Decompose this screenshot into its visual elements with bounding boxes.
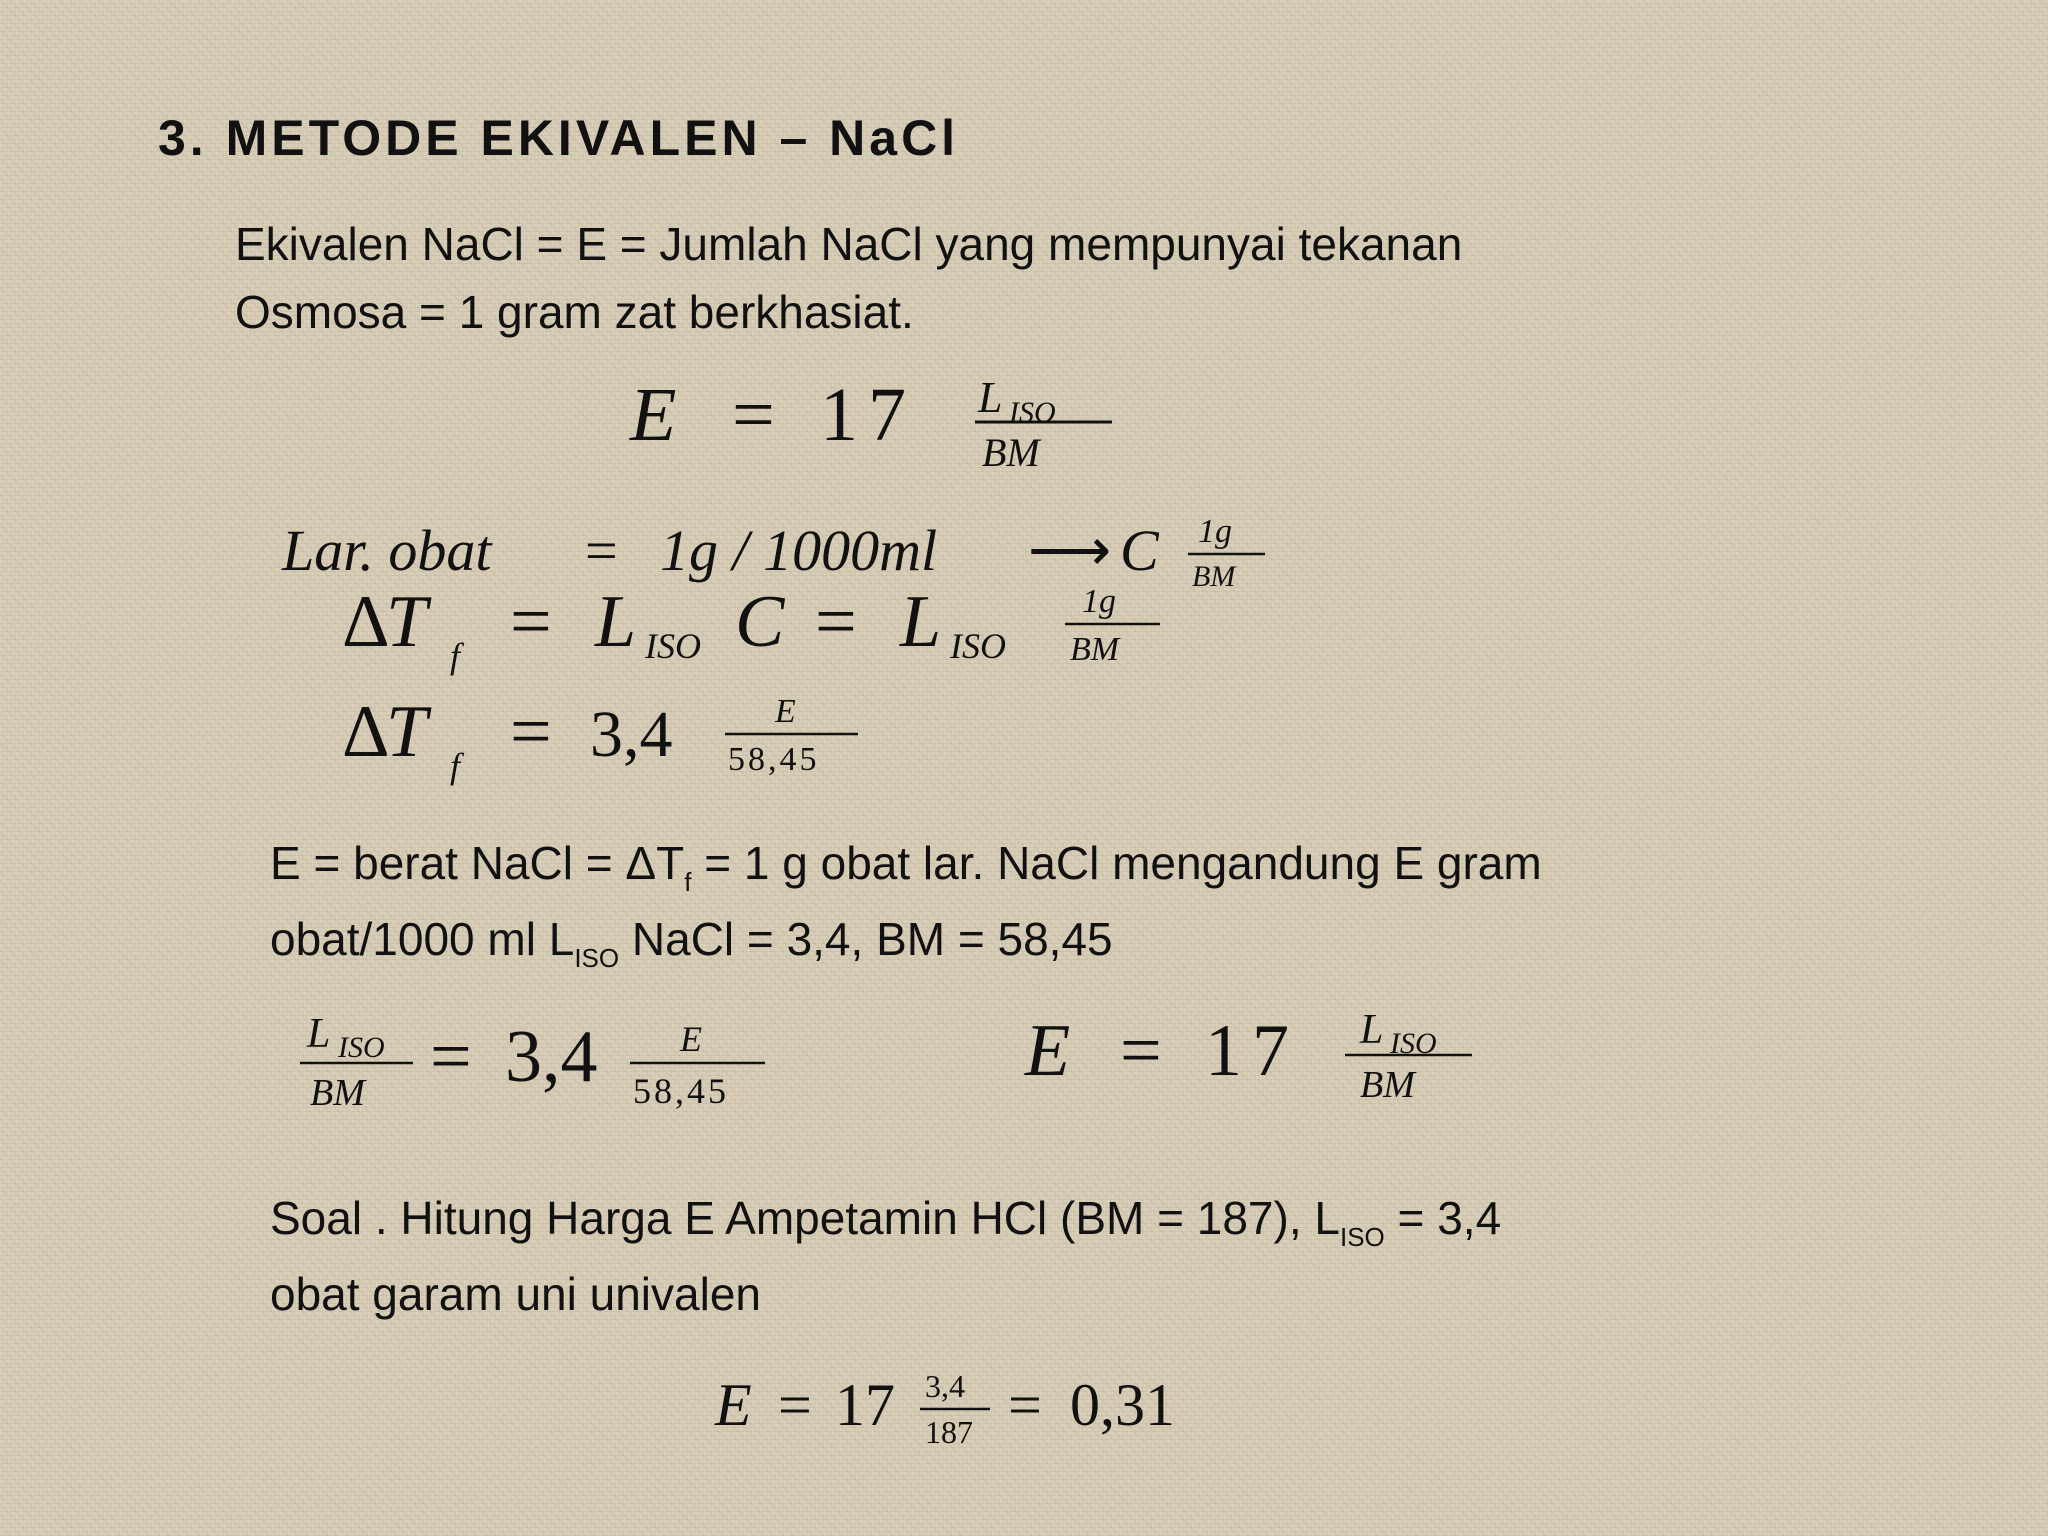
- eq7-num: 3,4: [925, 1368, 965, 1404]
- eq1-coef: 17: [820, 373, 916, 457]
- definition-line-2: Osmosa = 1 gram zat berkhasiat.: [235, 286, 914, 338]
- eq6-lhs: E: [1025, 1010, 1071, 1092]
- definition-line-1: Ekivalen NaCl = E = Jumlah NaCl yang mempunyai tekanan: [235, 218, 1463, 270]
- eq3-L-sub-1: ISO: [645, 626, 701, 666]
- eq2-num: 1g: [1198, 513, 1232, 550]
- eq3-L-1: L: [595, 581, 637, 663]
- eq4-T-sub: f: [450, 746, 461, 786]
- eq5-frac-den: 58,45: [633, 1071, 729, 1111]
- eq3-T-sub: f: [450, 636, 461, 676]
- eq2-equals: =: [585, 518, 618, 583]
- eq1-num-sub: ISO: [1009, 396, 1056, 429]
- eq5-coef: 3,4: [505, 1016, 598, 1098]
- explanation-line-1: E = berat NaCl = $\Delta T_f = 1$ g obat lar. NaCl mengandung E gram: [270, 837, 1542, 897]
- eq2-mid: 1g / 1000ml: [660, 518, 938, 583]
- eq5-num: L: [307, 1011, 331, 1057]
- eq3-equals-1: =: [510, 581, 552, 663]
- slide-title: 3. METODE EKIVALEN – NaCl: [158, 110, 960, 166]
- eq2-lhs: Lar. obat: [282, 518, 492, 583]
- eq7-equals-1: =: [778, 1372, 812, 1438]
- definition-paragraph: [235, 210, 1462, 346]
- eq5-frac-num: E: [680, 1019, 702, 1059]
- eq3-delta: Δ: [342, 581, 390, 663]
- eq2-arrow: ⟶: [1028, 518, 1112, 583]
- equation-delta-tf-nacl: [340, 690, 880, 790]
- eq7-lhs: E: [715, 1372, 752, 1438]
- eq7-coef: 17: [835, 1372, 895, 1438]
- problem-paragraph: [270, 1184, 1501, 1328]
- eq4-T: T: [386, 691, 428, 773]
- eq1-den: BM: [982, 430, 1040, 475]
- eq7-den: 187: [925, 1414, 973, 1450]
- problem-line-2: obat garam uni univalen: [270, 1268, 761, 1320]
- eq3-T: T: [386, 581, 428, 663]
- eq3-L-2: L: [900, 581, 942, 663]
- eq5-equals: =: [430, 1016, 472, 1098]
- equation-delta-tf-general: [340, 580, 1180, 680]
- eq6-num: L: [1360, 1007, 1384, 1053]
- explanation-line-2: obat/1000 ml $L_{ISO}$ NaCl = 3,4, BM = 58,45: [270, 913, 1113, 973]
- eq5-num-sub: ISO: [338, 1031, 385, 1064]
- eq4-den: 58,45: [728, 741, 820, 778]
- eq3-den: BM: [1070, 631, 1120, 668]
- eq4-equals: =: [510, 691, 552, 773]
- eq6-coef: 17: [1205, 1010, 1299, 1092]
- equation-e-formula-repeat: [1020, 1005, 1480, 1115]
- equation-solution-concentration: [280, 510, 1290, 593]
- equation-e-formula: [620, 370, 1140, 480]
- eq4-num: E: [775, 693, 796, 730]
- eq7-result: 0,31: [1070, 1372, 1175, 1438]
- eq3-num: 1g: [1082, 583, 1116, 620]
- eq6-den: BM: [1360, 1064, 1415, 1106]
- eq6-equals: =: [1120, 1010, 1162, 1092]
- equation-liso-ratio: [295, 1005, 775, 1115]
- eq4-delta: Δ: [342, 691, 390, 773]
- eq3-L-sub-2: ISO: [950, 626, 1006, 666]
- eq1-equals: =: [732, 373, 775, 457]
- eq5-den: BM: [310, 1072, 365, 1114]
- equation-e-answer: [710, 1365, 1210, 1465]
- eq6-num-sub: ISO: [1390, 1027, 1437, 1060]
- eq1-lhs: E: [630, 373, 677, 457]
- eq3-equals-2: =: [815, 581, 857, 663]
- explanation-paragraph: [270, 829, 1542, 973]
- eq2-den: BM: [1192, 560, 1236, 593]
- eq3-C: C: [735, 581, 785, 663]
- problem-line-1: Soal . Hitung Harga E Ampetamin HCl (BM = 187), $L_{ISO} = 3,4$: [270, 1192, 1502, 1252]
- eq1-num: L: [978, 373, 1003, 422]
- eq2-rhs: C: [1120, 518, 1159, 583]
- eq4-coef: 3,4: [590, 698, 673, 771]
- eq7-equals-2: =: [1008, 1372, 1042, 1438]
